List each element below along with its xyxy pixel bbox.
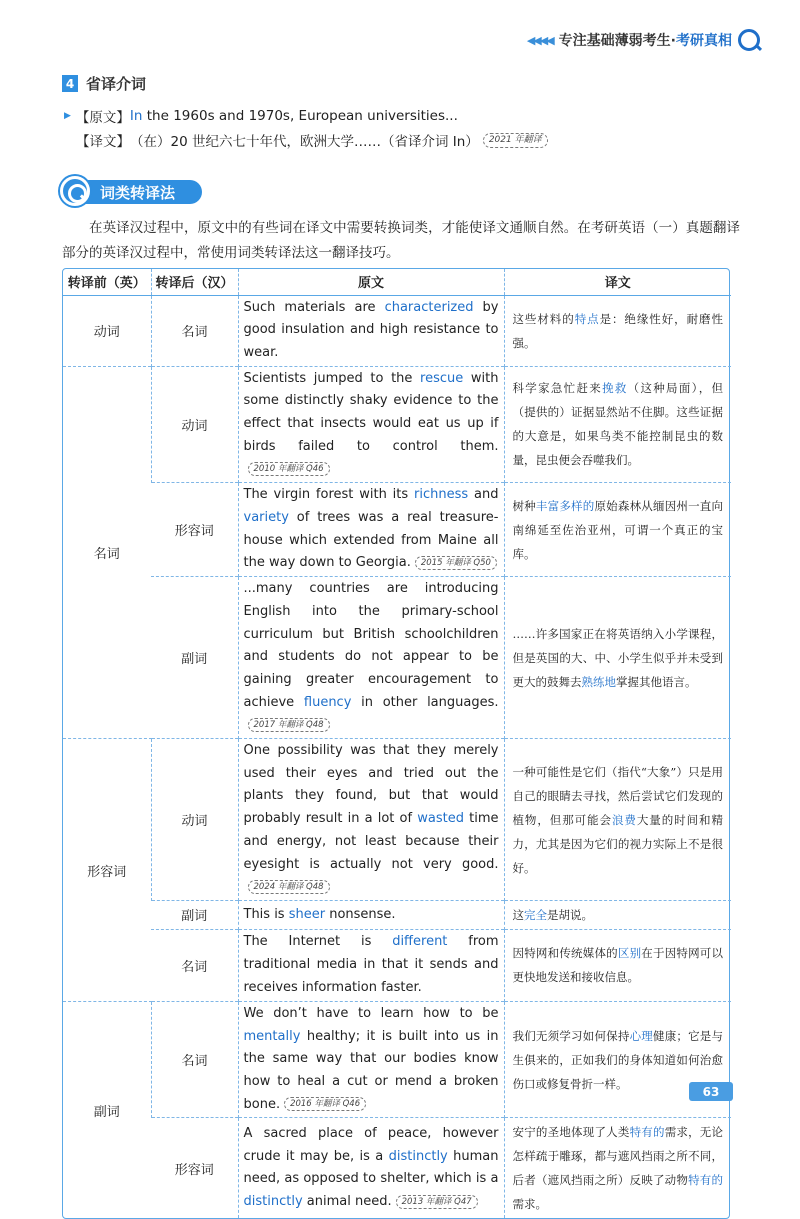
highlight-word: distinctly bbox=[388, 1148, 448, 1164]
cell-original bbox=[238, 577, 504, 739]
triangle-bullet-icon: ▶ bbox=[64, 111, 71, 121]
text-segment: time and energy, not least because their eyesight is actually not very good. bbox=[243, 811, 499, 872]
translation-text: （在）20 世纪六七十年代，欧洲大学……（省译介词 In） bbox=[130, 134, 479, 150]
cell-after: 动词 bbox=[151, 739, 238, 901]
word-class-table bbox=[62, 268, 730, 1219]
section-heading bbox=[60, 176, 202, 206]
text-segment: We don’t have to learn how to be bbox=[243, 1005, 499, 1021]
text-segment: 科学家急忙赶来 bbox=[512, 381, 603, 396]
text-segment: 在于因特网可以更快地发送和接收信息。 bbox=[512, 946, 724, 985]
text-segment: with some distinctly shaky evidence to the effect that insects would eat us up if birds failed to control them. bbox=[243, 370, 499, 454]
cell-translation bbox=[504, 739, 731, 901]
header-title-main: 专注基础薄弱考生· bbox=[558, 33, 676, 49]
search-q-icon bbox=[738, 29, 760, 51]
text-segment: 我们无须学习如何保持 bbox=[512, 1028, 630, 1043]
cell-before: 动词 bbox=[63, 295, 151, 366]
example-original bbox=[64, 106, 458, 126]
cell-original bbox=[238, 1001, 504, 1118]
text-segment: Such materials are bbox=[243, 299, 385, 315]
highlight-word: 特点 bbox=[574, 311, 600, 326]
text-segment: 这 bbox=[512, 907, 524, 922]
highlight-word: wasted bbox=[417, 811, 464, 827]
cell-original bbox=[238, 295, 504, 366]
cell-after: 动词 bbox=[151, 366, 238, 483]
highlight-word: fluency bbox=[303, 694, 352, 710]
header-original: 原文 bbox=[238, 269, 504, 295]
text-segment: 原始森林从缅因州一直向南绵延至佐治亚州，可谓一个真正的宝库。 bbox=[512, 498, 724, 561]
header-before: 转译前（英） bbox=[63, 269, 151, 295]
header-translation: 译文 bbox=[504, 269, 731, 295]
text-segment: The Internet is bbox=[243, 934, 393, 950]
highlight-word: characterized bbox=[384, 299, 474, 315]
chevrons-left-icon: ◀◀◀◀ bbox=[526, 33, 553, 47]
cell-translation bbox=[504, 295, 731, 366]
highlight-word: sheer bbox=[288, 906, 326, 922]
cell-translation bbox=[504, 483, 731, 577]
table-row bbox=[63, 1001, 731, 1118]
text-segment: in other languages. bbox=[351, 694, 499, 710]
highlight-word: variety bbox=[243, 509, 289, 525]
text-segment: 这些材料的 bbox=[512, 311, 575, 326]
header-after: 转译后（汉） bbox=[151, 269, 238, 295]
cell-after: 形容词 bbox=[151, 1118, 238, 1219]
example-translation bbox=[76, 130, 548, 150]
subsection-heading bbox=[62, 73, 146, 94]
table-row bbox=[63, 900, 731, 929]
page-number: 63 bbox=[689, 1082, 733, 1101]
cell-original bbox=[238, 1118, 504, 1219]
subsection-title: 省译介词 bbox=[86, 75, 147, 93]
exam-tag: 2024 年翻译 Q48 bbox=[248, 880, 330, 894]
highlight-word: 区别 bbox=[617, 946, 642, 961]
original-highlight: In bbox=[129, 108, 143, 124]
header-title-accent: 考研真相 bbox=[676, 33, 732, 49]
cell-after: 名词 bbox=[151, 929, 238, 1001]
table-row bbox=[63, 739, 731, 901]
cell-original bbox=[238, 366, 504, 483]
cell-translation bbox=[504, 900, 731, 929]
magnifier-q-icon bbox=[60, 176, 90, 206]
text-segment: 需求，无论怎样疏于雕琢，都与遮风挡雨之所不同，后者（遮风挡雨之所）反映了动物 bbox=[512, 1125, 724, 1188]
cell-after: 形容词 bbox=[151, 483, 238, 577]
table-row bbox=[63, 929, 731, 1001]
highlight-word: distinctly bbox=[243, 1194, 303, 1210]
original-text: the 1960s and 1970s, European universities... bbox=[142, 108, 458, 124]
text-segment: 安宁的圣地体现了人类 bbox=[512, 1125, 630, 1140]
text-segment: 一种可能性是它们（指代“大象”）只是用自己的眼睛去寻找，然后尝试它们发现的植物，但那可能会 bbox=[512, 764, 723, 827]
table-row bbox=[63, 366, 731, 483]
conversion-table bbox=[63, 269, 731, 1218]
section-intro: 在英译汉过程中，原文中的有些词在译文中需要转换词类，才能使译文通顺自然。在考研英语（一）真题翻译部分的英译汉过程中，常使用词类转译法这一翻译技巧。 bbox=[62, 220, 740, 261]
cell-translation bbox=[504, 366, 731, 483]
highlight-word: 心理 bbox=[629, 1028, 653, 1043]
highlight-word: 特有的 bbox=[629, 1125, 665, 1140]
text-segment: 是：绝缘性好，耐磨性强。 bbox=[512, 311, 723, 350]
highlight-word: 熟练地 bbox=[581, 674, 616, 689]
cell-before: 名词 bbox=[63, 366, 151, 738]
cell-after: 副词 bbox=[151, 900, 238, 929]
header-title bbox=[559, 30, 732, 50]
text-segment: （这种局面），但（提供的）证据显然站不住脚。这些证据的大意是，如果鸟类不能控制昆虫的数量，昆虫便会吞噬我们。 bbox=[512, 381, 723, 468]
cell-translation bbox=[504, 929, 731, 1001]
cell-original bbox=[238, 739, 504, 901]
text-segment: 掌握其他语言。 bbox=[616, 674, 697, 689]
text-segment: 树种 bbox=[512, 498, 536, 513]
cell-original bbox=[238, 929, 504, 1001]
text-segment: 是胡说。 bbox=[547, 907, 593, 922]
text-segment: human need, as opposed to shelter, which is a bbox=[243, 1148, 499, 1187]
cell-after: 名词 bbox=[151, 1001, 238, 1118]
highlight-word: different bbox=[392, 934, 448, 950]
table-row bbox=[63, 295, 731, 366]
highlight-word: mentally bbox=[243, 1028, 301, 1044]
highlight-word: 完全 bbox=[524, 907, 547, 922]
cell-before: 形容词 bbox=[63, 739, 151, 1002]
exam-tag: 2015 年翻译 Q50 bbox=[415, 556, 497, 570]
cell-original bbox=[238, 900, 504, 929]
text-segment: healthy; it is built into us in the same way that our bodies know how to heal a cut or mend a broken bone. bbox=[243, 1028, 499, 1112]
exam-tag: 2013 年翻译 Q47 bbox=[396, 1195, 478, 1209]
text-segment: This is bbox=[243, 906, 289, 922]
original-label: 【原文】 bbox=[75, 110, 130, 126]
exam-tag: 2021 年翻译 bbox=[483, 133, 548, 148]
table-row bbox=[63, 577, 731, 739]
text-segment: by good insulation and high resistance to wear. bbox=[243, 299, 499, 360]
highlight-word: 特有的 bbox=[688, 1173, 724, 1188]
table-row bbox=[63, 483, 731, 577]
text-segment: 因特网和传统媒体的 bbox=[512, 946, 618, 961]
subsection-number: 4 bbox=[62, 75, 78, 92]
text-segment: One possibility was that they merely used their eyes and tried out the plants they found, but that would probably result in a lot of bbox=[243, 743, 499, 827]
exam-tag: 2016 年翻译 Q46 bbox=[284, 1097, 366, 1111]
highlight-word: 丰富多样的 bbox=[535, 498, 595, 513]
text-segment: ……许多国家正在将英语纳入小学课程，但是英国的大、中、小学生似乎并未受到更大的鼓舞去 bbox=[512, 626, 723, 689]
table-header-row bbox=[63, 269, 731, 295]
text-segment: A sacred place of peace, however crude it may be, is a bbox=[243, 1126, 499, 1164]
cell-translation bbox=[504, 577, 731, 739]
highlight-word: rescue bbox=[420, 370, 464, 386]
cell-after: 副词 bbox=[151, 577, 238, 739]
table-row bbox=[63, 1118, 731, 1219]
text-segment: 需求。 bbox=[512, 1197, 547, 1212]
text-segment: ...many countries are introducing English into the primary-school curriculum but British schoolchildren and students do not appear to be gaining greater encouragement to achieve bbox=[243, 581, 499, 710]
cell-translation bbox=[504, 1118, 731, 1219]
text-segment: of trees was a real treasure-house which extended from Maine all the way down to Georgia. bbox=[243, 509, 499, 571]
page-header bbox=[527, 28, 760, 52]
text-segment: 健康；它是与生俱来的，正如我们的身体知道如何治愈伤口或修复骨折一样。 bbox=[512, 1028, 724, 1091]
text-segment: nonsense. bbox=[325, 906, 396, 922]
text-segment: 大量的时间和精力，尤其是因为它们的视力实际上不是很好。 bbox=[512, 812, 723, 875]
text-segment: and bbox=[468, 487, 499, 503]
text-segment: Scientists jumped to the bbox=[243, 370, 421, 386]
exam-tag: 2010 年翻译 Q46 bbox=[248, 462, 330, 476]
translation-label: 【译文】 bbox=[76, 134, 130, 150]
text-segment: animal need. bbox=[302, 1194, 392, 1210]
cell-original bbox=[238, 483, 504, 577]
highlight-word: 浪费 bbox=[612, 812, 637, 827]
highlight-word: richness bbox=[414, 487, 469, 503]
text-segment: from traditional media in that it sends and receives information faster. bbox=[243, 934, 499, 995]
highlight-word: 挽救 bbox=[602, 381, 628, 396]
exam-tag: 2017 年翻译 Q48 bbox=[248, 718, 330, 732]
section-title: 词类转译法 bbox=[100, 184, 176, 202]
text-segment: The virgin forest with its bbox=[243, 487, 415, 503]
cell-after: 名词 bbox=[151, 295, 238, 366]
cell-before: 副词 bbox=[63, 1001, 151, 1218]
